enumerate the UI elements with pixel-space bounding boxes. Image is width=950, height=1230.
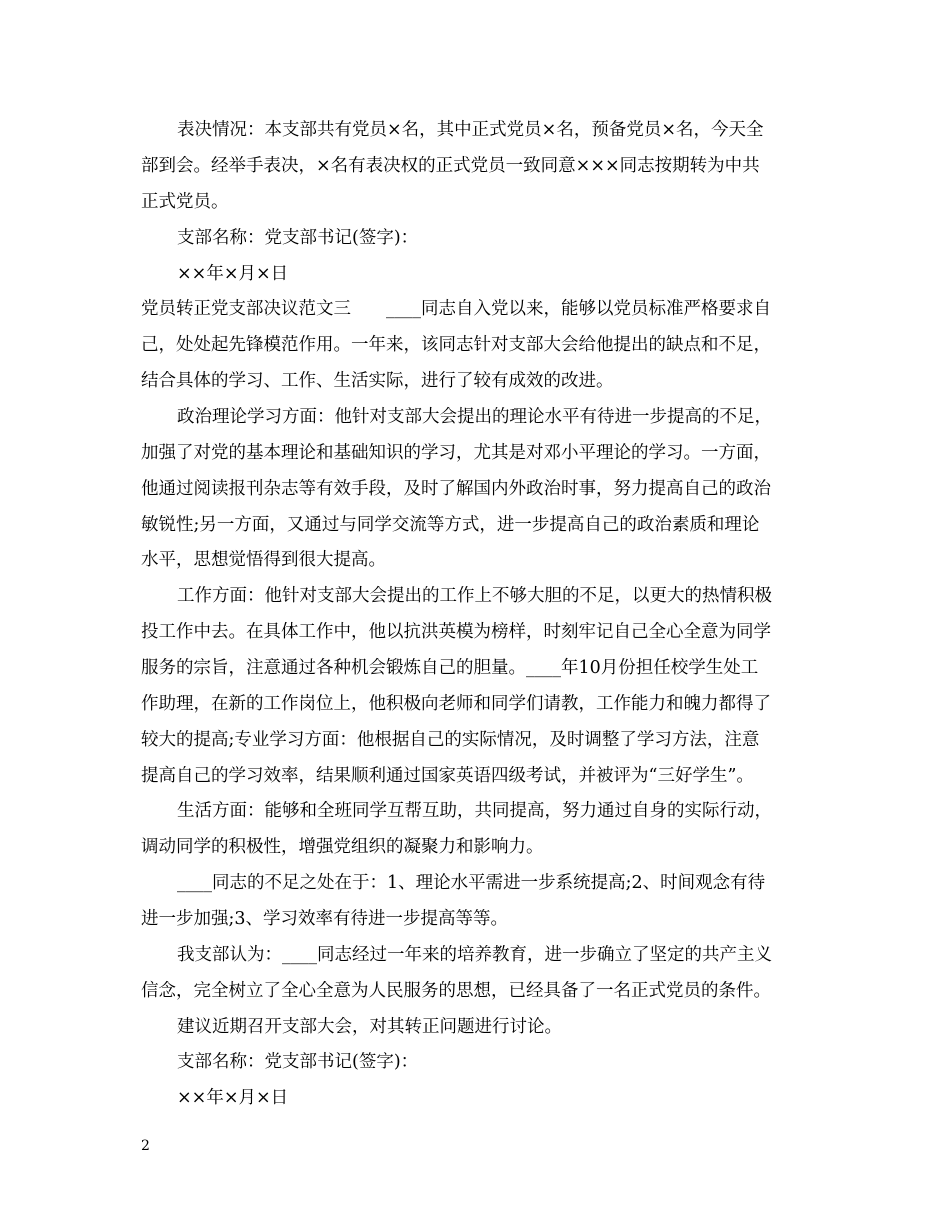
text-line: 部到会。经举手表决，×名有表决权的正式党员一致同意×××同志按期转为中共 [141,156,760,176]
text-line: 我支部认为：____同志经过一年来的培养教育，进一步确立了坚定的共产主义 [177,945,772,965]
text-line: 支部名称：党支部书记(签字)： [177,1052,419,1072]
text-line: 他通过阅读报刊杂志等有效手段，及时了解国内外政治时事，努力提高自己的政治 [141,479,771,499]
text-line: 较大的提高;专业学习方面：他根据自己的实际情况，及时调整了学习方法，注意 [141,730,760,750]
text-line: ××年×月×日 [177,1088,289,1108]
text-line: 政治理论学习方面：他针对支部大会提出的理论水平有待进一步提高的不足， [177,407,772,427]
text-line: 作助理，在新的工作岗位上，他积极向老师和同学们请教，工作能力和魄力都得了 [141,694,771,714]
text-line: ××年×月×日 [177,264,289,284]
text-line: 建议近期召开支部大会，对其转正问题进行讨论。 [177,1017,562,1037]
text-line: 正式党员。 [141,192,229,212]
text-line: 加强了对党的基本理论和基础知识的学习，尤其是对邓小平理论的学习。一方面， [141,443,771,463]
text-line: 己，处处起先锋模范作用。一年来，该同志针对支部大会给他提出的缺点和不足， [141,335,771,355]
text-line: 提高自己的学习效率，结果顺利通过国家英语四级考试，并被评为“三好学生”。 [141,766,754,786]
text-line: 进一步加强;3、学习效率有待进一步提高等等。 [141,909,509,929]
text-line: 支部名称：党支部书记(签字)： [177,228,419,248]
text-line: 表决情况：本支部共有党员×名，其中正式党员×名，预备党员×名，今天全 [177,120,764,140]
text-line: 水平，思想觉悟得到很大提高。 [141,550,386,570]
text-line: 结合具体的学习、工作、生活实际，进行了较有成效的改进。 [141,371,614,391]
text-line: 服务的宗旨，注意通过各种机会锻炼自己的胆量。____年10月份担任校学生处工 [141,658,759,678]
page-number: 2 [141,1138,150,1154]
text-line: 投工作中去。在具体工作中，他以抗洪英模为榜样，时刻牢记自己全心全意为同学 [141,622,771,642]
text-line: 调动同学的积极性，增强党组织的凝聚力和影响力。 [141,837,544,857]
text-line: ____同志的不足之处在于：1、理论水平需进一步系统提高;2、时间观念有待 [177,873,766,893]
section-heading-line: 党员转正党支部决议范文三 ____同志自入党以来，能够以党员标准严格要求自 [141,299,771,319]
text-line: 工作方面：他针对支部大会提出的工作上不够大胆的不足，以更大的热情积极 [177,586,772,606]
text-line: 敏锐性;另一方面，又通过与同学交流等方式，进一步提高自己的政治素质和理论 [141,515,760,535]
text-line: 生活方面：能够和全班同学互帮互助，共同提高，努力通过自身的实际行动， [177,801,772,821]
text-line: 信念，完全树立了全心全意为人民服务的思想，已经具备了一名正式党员的条件。 [141,981,771,1001]
